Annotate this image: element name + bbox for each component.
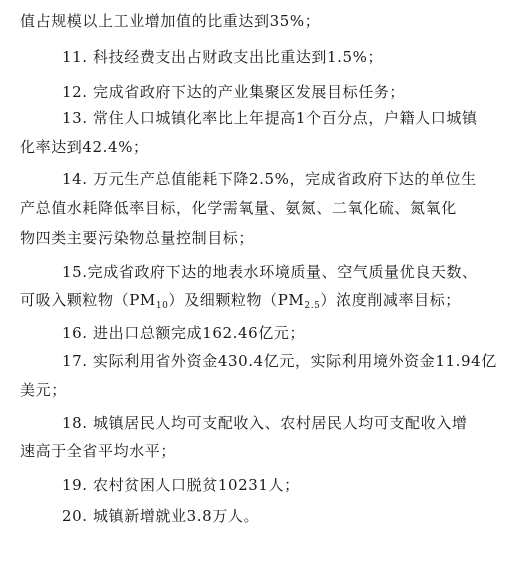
item-18: 18. 城镇居民人均可支配收入、农村居民人均可支配收入增 (62, 414, 468, 432)
item-15-cont (20, 290, 461, 310)
item-12: 12. 完成省政府下达的产业集聚区发展目标任务； (62, 83, 406, 101)
item-14-cont-2: 物四类主要污染物总量控制目标； (20, 229, 255, 247)
pm-text-2: ）及细颗粒物（PM (168, 291, 305, 309)
item-13-cont: 化率达到42.4%； (20, 138, 149, 156)
pm25-subscript: 2.5 (304, 301, 321, 311)
pm10-subscript: 10 (155, 301, 169, 311)
item-16: 16. 进出口总额完成162.46亿元； (62, 324, 306, 342)
item-17: 17. 实际利用省外资金430.4亿元，实际利用境外资金11.94亿 (62, 352, 497, 370)
pm-text-1: 可吸入颗粒物（PM (20, 291, 156, 309)
item-14-cont-1: 产总值水耗降低率目标，化学需氧量、氨氮、二氧化硫、氮氧化 (20, 199, 457, 217)
item-15: 15.完成省政府下达的地表水环境质量、空气质量优良天数、 (62, 263, 478, 281)
item-17-cont: 美元； (20, 381, 67, 399)
item-20: 20. 城镇新增就业3.8万人。 (62, 507, 260, 525)
item-18-cont: 速高于全省平均水平； (20, 442, 177, 460)
text-line-continuation: 值占规模以上工业增加值的比重达到35%； (20, 12, 321, 30)
item-19: 19. 农村贫困人口脱贫10231人； (62, 476, 300, 494)
item-11: 11. 科技经费支出占财政支出比重达到1.5%； (62, 48, 384, 66)
item-14: 14. 万元生产总值能耗下降2.5%，完成省政府下达的单位生 (62, 170, 477, 188)
item-13: 13. 常住人口城镇化率比上年提高1个百分点，户籍人口城镇 (62, 109, 478, 127)
pm-text-3: ）浓度削减率目标； (320, 291, 461, 309)
